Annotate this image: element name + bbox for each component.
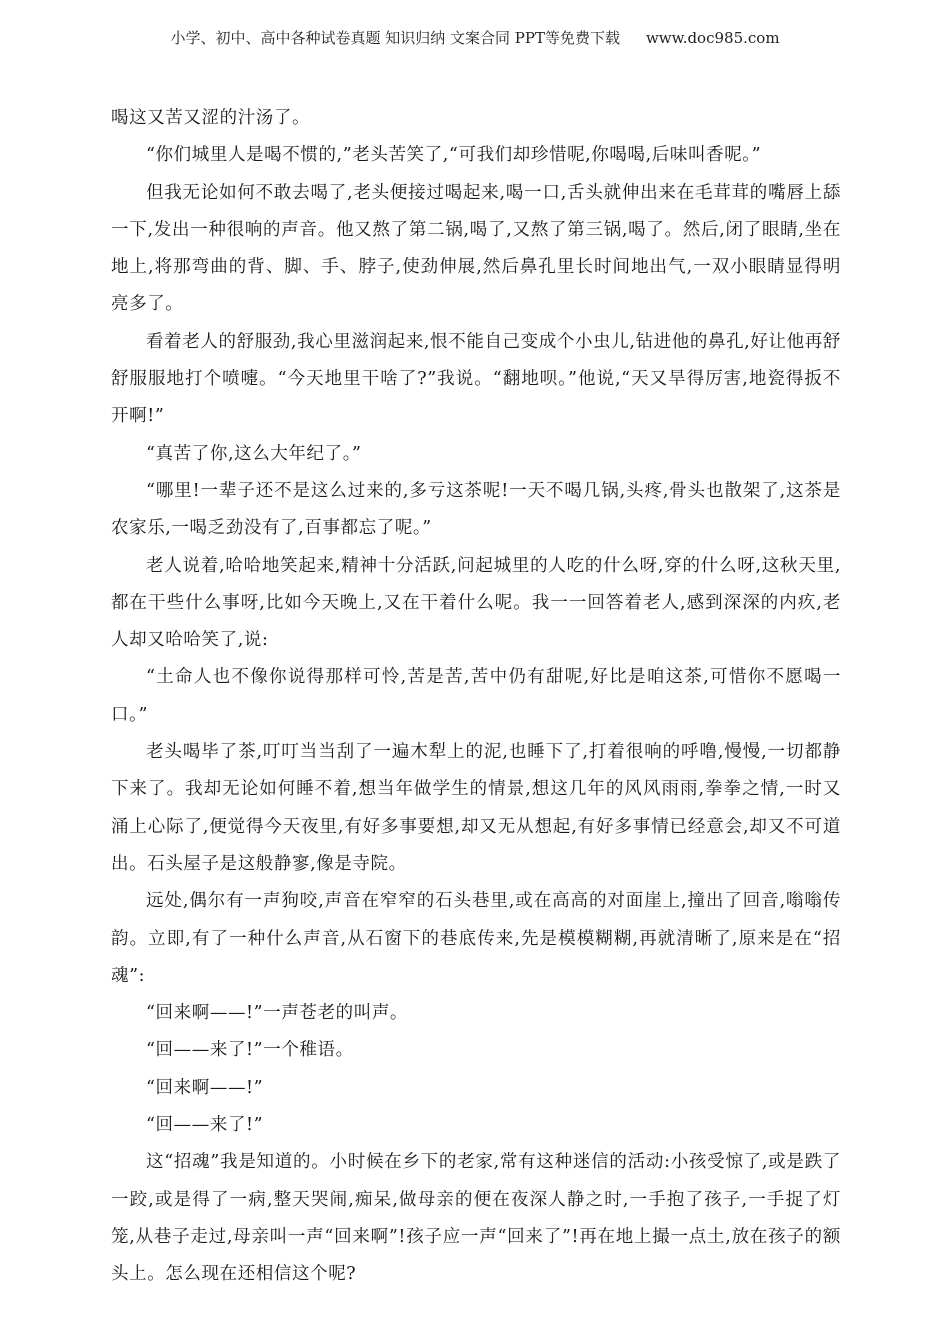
paragraph: 老人说着,哈哈地笑起来,精神十分活跃,问起城里的人吃的什么呀,穿的什么呀,这秋天里,都在干些什么事呀,比如今天晚上,又在干着什么呢。我一一回答着老人,感到深深的内疚,老人却又哈哈笑了,说: — [111, 555, 841, 651]
paragraph: “回来啊——!” — [146, 1077, 264, 1098]
article-body — [111, 100, 841, 1294]
paragraph: “回——来了!”一个稚语。 — [146, 1040, 354, 1061]
paragraph: “你们城里人是喝不惯的,”老头苦笑了,“可我们却珍惜呢,你喝喝,后味叫香呢。” — [146, 145, 762, 166]
paragraph: “土命人也不像你说得那样可怜,苦是苦,苦中仍有甜呢,好比是咱这茶,可惜你不愿喝一口。” — [111, 667, 841, 725]
paragraph: “回来啊——!”一声苍老的叫声。 — [146, 1003, 409, 1024]
paragraph: “哪里!一辈子还不是这么过来的,多亏这茶呢!一天不喝几锅,头疼,骨头也散架了,这茶是农家乐,一喝乏劲没有了,百事都忘了呢。” — [111, 480, 841, 539]
paragraph: 这“招魂”我是知道的。小时候在乡下的老家,常有这种迷信的活动:小孩受惊了,或是跌了一跤,或是得了一病,整天哭闹,痴呆,做母亲的便在夜深人静之时,一手抱了孩子,一手捉了灯笼,从巷子走过,母亲叫一声“回来啊”!孩子应一声“回来了”!再在地上撮一点土,放在孩子的额头上。怎么现在还相信这个呢? — [111, 1152, 841, 1285]
paragraph: “回——来了!” — [146, 1115, 264, 1136]
paragraph: 但我无论如何不敢去喝了,老头便接过喝起来,喝一口,舌头就伸出来在毛茸茸的嘴唇上舔一下,发出一种很响的声音。他又熬了第二锅,喝了,又熬了第三锅,喝了。然后,闭了眼睛,坐在地上,将那弯曲的背、脚、手、脖子,使劲伸展,然后鼻孔里长时间地出气,一双小眼睛显得明亮多了。 — [111, 182, 841, 315]
paragraph: 老头喝毕了茶,叮叮当当刮了一遍木犁上的泥,也睡下了,打着很响的呼噜,慢慢,一切都静下来了。我却无论如何睡不着,想当年做学生的情景,想这几年的风风雨雨,拳拳之情,一时又涌上心际了,便觉得今天夜里,有好多事要想,却又无从想起,有好多事情已经意会,却又不可道出。石头屋子是这般静寥,像是寺院。 — [111, 742, 841, 874]
paragraph: 远处,偶尔有一声狗咬,声音在窄窄的石头巷里,或在高高的对面崖上,撞出了回音,嗡嗡传韵。立即,有了一种什么声音,从石窗下的巷底传来,先是模模糊糊,再就清晰了,原来是在“招魂”: — [111, 891, 841, 986]
paragraph: 看着老人的舒服劲,我心里滋润起来,恨不能自己变成个小虫儿,钻进他的鼻孔,好让他再舒舒服服地打个喷嚏。“今天地里干啥了?”我说。“翻地呗。”他说,“天又旱得厉害,地瓷得扳不开啊!” — [111, 331, 841, 427]
header-site-link[interactable]: www.doc985.com — [645, 29, 780, 47]
paragraph: 喝这又苦又涩的汁汤了。 — [111, 108, 311, 128]
page-header — [0, 28, 950, 48]
paragraph: “真苦了你,这么大年纪了。” — [146, 443, 362, 464]
header-promo-text: 小学、初中、高中各种试卷真题 知识归纳 文案合同 PPT等免费下载 — [170, 29, 620, 47]
